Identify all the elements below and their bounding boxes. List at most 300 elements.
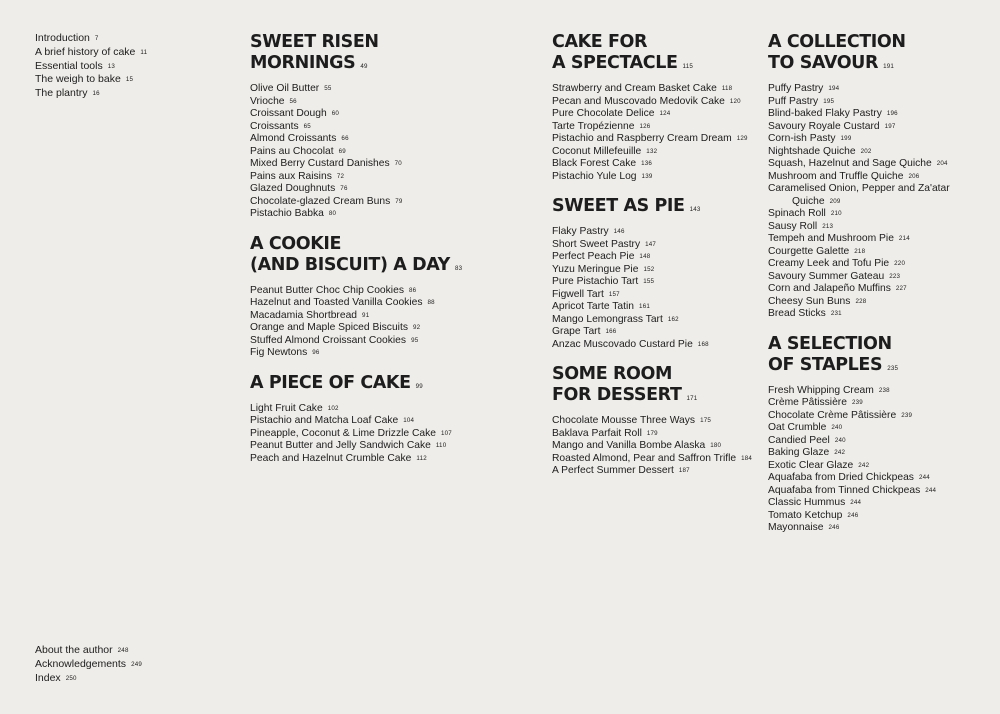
chapter-page-number: 191 — [883, 63, 895, 70]
recipe-entry — [768, 308, 993, 321]
toc-column-1 — [250, 32, 520, 478]
recipe-entry — [768, 472, 993, 485]
recipe-entry — [768, 133, 993, 146]
recipe-entry — [552, 440, 757, 453]
recipe-title: Orange and Maple Spiced Biscuits — [250, 322, 408, 333]
recipe-entry — [250, 146, 520, 159]
recipe-entry — [250, 285, 520, 298]
recipe-entry — [552, 428, 757, 441]
chapter-title-line — [250, 32, 520, 53]
chapter-title-line — [768, 355, 993, 379]
toc-column-2 — [552, 32, 757, 491]
page-number: 240 — [834, 436, 846, 444]
recipe-title: Black Forest Cake — [552, 158, 637, 169]
recipe-entry — [552, 83, 757, 96]
front-matter-item — [35, 60, 225, 74]
recipe-entry — [552, 301, 757, 314]
recipe-title: Baking Glaze — [768, 447, 830, 458]
recipe-title: Oat Crumble — [768, 422, 827, 433]
recipe-entry-continued — [768, 196, 993, 209]
recipe-title: Mayonnaise — [768, 522, 824, 533]
recipe-entry — [768, 271, 993, 284]
page-number: 147 — [645, 240, 657, 248]
recipe-entry — [552, 226, 757, 239]
page-number: 146 — [613, 228, 625, 235]
recipe-title: Crème Pâtissière — [768, 397, 847, 408]
front-matter-list — [35, 32, 225, 101]
chapter-title-line — [768, 32, 993, 53]
page-number: 228 — [855, 297, 867, 305]
recipe-entry — [768, 296, 993, 309]
recipe-title: Pistachio Babka — [250, 208, 324, 219]
page-number: 209 — [829, 197, 841, 205]
recipe-title: Peanut Butter Choc Chip Cookies — [250, 284, 404, 296]
recipe-title: Vrioche — [250, 95, 285, 107]
recipe-entry — [552, 465, 757, 478]
chapter-title-text: SOME ROOM — [552, 364, 672, 384]
page-number: 56 — [289, 97, 297, 105]
page-number: 223 — [889, 272, 901, 280]
recipe-entry — [768, 208, 993, 221]
recipe-title: Perfect Peach Pie — [552, 251, 635, 262]
recipe-title: Nightshade Quiche — [768, 145, 856, 157]
chapter-title-line — [552, 385, 757, 409]
recipe-title: Candied Peel — [768, 434, 830, 446]
entry-title: The plantry — [35, 87, 88, 100]
back-matter-list — [35, 644, 225, 685]
page-number: 70 — [394, 160, 402, 167]
recipe-title: Cheesy Sun Buns — [768, 295, 851, 307]
recipe-title: Baklava Parfait Roll — [552, 427, 642, 439]
chapter-page-number: 83 — [454, 264, 463, 272]
chapter-title-text: TO SAVOUR — [768, 53, 879, 73]
recipe-title: Pure Pistachio Tart — [552, 276, 639, 287]
recipe-entry — [552, 326, 757, 339]
chapter-title-text: (AND BISCUIT) A DAY — [250, 254, 450, 275]
recipe-entry — [552, 251, 757, 264]
recipe-title: Figwell Tart — [552, 288, 604, 300]
page-number: 180 — [710, 442, 722, 449]
recipe-title: Pains aux Raisins — [250, 170, 332, 182]
recipe-title: Bread Sticks — [768, 308, 826, 319]
page-number: 124 — [659, 110, 671, 117]
recipe-entry — [768, 121, 993, 134]
page-number: 66 — [341, 135, 349, 142]
recipe-entry — [768, 283, 993, 296]
recipe-title: Corn-ish Pasty — [768, 133, 836, 144]
chapter-title-line — [250, 53, 520, 77]
chapter-title-line — [768, 53, 993, 77]
recipe-entry — [768, 221, 993, 234]
toc-column-3 — [768, 32, 993, 548]
recipe-entry — [250, 121, 520, 134]
page-number: 148 — [639, 253, 651, 260]
page-number: 126 — [639, 122, 651, 130]
front-matter-item — [35, 46, 225, 60]
recipe-entry — [552, 133, 757, 146]
chapter-title-text: OF STAPLES — [768, 354, 883, 375]
page-number: 15 — [125, 76, 134, 84]
recipe-entry — [250, 453, 520, 466]
page-number: 239 — [901, 411, 913, 419]
page-number: 13 — [107, 62, 115, 70]
page-number: 102 — [327, 404, 339, 412]
recipe-title: Mixed Berry Custard Danishes — [250, 158, 390, 169]
page-number: 250 — [65, 674, 77, 682]
recipe-title: Chocolate Crème Pâtissière — [768, 409, 897, 421]
entry-title: Essential tools — [35, 59, 103, 72]
page-number: 202 — [860, 147, 872, 155]
page-number: 204 — [936, 160, 948, 167]
recipe-entry — [768, 460, 993, 473]
recipe-entry — [552, 146, 757, 159]
page-number: 175 — [700, 417, 712, 424]
chapter-page-number: 171 — [686, 395, 698, 402]
recipe-entry — [768, 522, 993, 535]
recipe-title: Pure Chocolate Delice — [552, 108, 655, 119]
page-number: 227 — [895, 285, 907, 292]
recipe-title: Chocolate-glazed Cream Buns — [250, 195, 391, 207]
recipe-title: Tempeh and Mushroom Pie — [768, 233, 894, 244]
page-number: 104 — [403, 417, 415, 424]
recipe-title: Apricot Tarte Tatin — [552, 301, 635, 312]
recipe-entry — [250, 403, 520, 416]
recipe-entry — [250, 310, 520, 323]
page-number: 80 — [328, 210, 337, 217]
page-number: 91 — [362, 311, 370, 319]
page-number: 129 — [736, 135, 748, 142]
chapter-page-number: 143 — [689, 206, 701, 213]
page-number: 88 — [427, 299, 435, 306]
chapter-title-line — [552, 32, 757, 53]
chapter-section — [768, 32, 993, 321]
recipe-title: Croissants — [250, 120, 299, 132]
page-number: 55 — [324, 85, 332, 92]
front-matter-item — [35, 32, 225, 46]
recipe-entry — [250, 96, 520, 109]
recipe-title: Macadamia Shortbread — [250, 309, 358, 321]
recipe-entry — [552, 264, 757, 277]
chapter-title-line — [250, 255, 520, 279]
entry-title: Index — [35, 671, 61, 684]
back-matter-item — [35, 658, 225, 672]
page-number: 139 — [641, 172, 653, 180]
recipe-title: Light Fruit Cake — [250, 402, 323, 414]
page-number: 218 — [854, 247, 866, 255]
recipe-entry — [768, 108, 993, 121]
recipe-title: A Perfect Summer Dessert — [552, 465, 674, 476]
page-number: 244 — [918, 474, 930, 481]
chapter-title-line — [552, 196, 757, 220]
entry-title: Introduction — [35, 32, 90, 44]
recipe-title: Caramelised Onion, Pepper and Za'atar — [768, 183, 950, 194]
back-matter-item — [35, 672, 225, 686]
chapter-title — [552, 32, 757, 77]
front-matter-item — [35, 73, 225, 87]
page-number: 244 — [850, 499, 862, 506]
page-number: 240 — [831, 424, 843, 431]
chapter-title-text: SWEET AS PIE — [552, 196, 685, 216]
page-number: 132 — [646, 147, 658, 155]
chapter-section — [552, 32, 757, 183]
recipe-entry — [768, 397, 993, 410]
recipe-title: Squash, Hazelnut and Sage Quiche — [768, 158, 932, 169]
recipe-title: Savoury Royale Custard — [768, 120, 880, 132]
page-number: 118 — [721, 85, 733, 92]
chapter-section — [250, 234, 520, 360]
recipe-title: Classic Hummus — [768, 497, 846, 508]
chapter-title-text: A COOKIE — [250, 233, 342, 254]
recipe-entry — [552, 453, 757, 466]
recipe-title: Pains au Chocolat — [250, 145, 334, 157]
page-number: 214 — [898, 235, 910, 242]
recipe-entry — [768, 435, 993, 448]
page-number: 96 — [312, 349, 320, 356]
chapter-title-line — [552, 364, 757, 385]
chapter-title — [768, 32, 993, 77]
chapter-title-text: A PIECE OF CAKE — [250, 372, 411, 393]
recipe-title: Flaky Pastry — [552, 226, 609, 237]
page-number: 179 — [646, 429, 658, 437]
recipe-entry — [250, 196, 520, 209]
entry-title: About the author — [35, 644, 113, 656]
page-number: 72 — [336, 172, 345, 180]
page-number: 162 — [667, 315, 679, 323]
recipe-title: Corn and Jalapeño Muffins — [768, 283, 891, 294]
recipe-title: Mango and Vanilla Bombe Alaska — [552, 440, 706, 451]
chapter-title-line — [250, 373, 520, 397]
recipe-title: Fresh Whipping Cream — [768, 384, 874, 396]
chapter-title-line — [768, 334, 993, 355]
recipe-title: Pistachio Yule Log — [552, 170, 637, 182]
page-number: 242 — [834, 449, 846, 456]
recipe-entry — [768, 233, 993, 246]
chapter-section — [552, 364, 757, 478]
recipe-entry — [250, 297, 520, 310]
page-number: 95 — [411, 336, 419, 344]
page-number: 155 — [643, 278, 655, 285]
recipe-title: Puffy Pastry — [768, 83, 824, 94]
back-matter-item — [35, 644, 225, 658]
chapter-section — [552, 196, 757, 351]
recipe-title: Croissant Dough — [250, 108, 327, 119]
recipe-title: Almond Croissants — [250, 133, 337, 144]
chapter-page-number: 99 — [415, 382, 423, 390]
recipe-title: Creamy Leek and Tofu Pie — [768, 258, 890, 269]
page-number: 136 — [641, 160, 653, 167]
recipe-entry — [768, 258, 993, 271]
page-number: 92 — [412, 324, 421, 331]
page-number: 69 — [338, 147, 346, 155]
page-number: 16 — [92, 90, 100, 98]
page-number: 213 — [822, 222, 834, 230]
recipe-entry — [250, 428, 520, 441]
recipe-title: Aquafaba from Dried Chickpeas — [768, 472, 914, 483]
recipe-entry — [250, 133, 520, 146]
recipe-title: Puff Pastry — [768, 95, 819, 107]
recipe-entry — [768, 422, 993, 435]
recipe-title: Mushroom and Truffle Quiche — [768, 170, 904, 182]
recipe-entry — [552, 276, 757, 289]
page-number: 220 — [894, 260, 906, 267]
chapter-title — [768, 334, 993, 379]
front-matter-item — [35, 87, 225, 101]
page-number: 246 — [847, 511, 859, 519]
chapter-title-text: MORNINGS — [250, 53, 356, 73]
page-number: 86 — [408, 286, 417, 294]
recipe-title: Chocolate Mousse Three Ways — [552, 415, 696, 426]
recipe-title: Yuzu Meringue Pie — [552, 263, 639, 275]
recipe-entry — [768, 171, 993, 184]
recipe-title: Coconut Millefeuille — [552, 145, 642, 157]
recipe-title: Anzac Muscovado Custard Pie — [552, 338, 693, 350]
page-number: 238 — [878, 386, 890, 394]
page-number: 168 — [697, 340, 709, 348]
chapter-title-text: A SELECTION — [768, 333, 892, 354]
page-number: 157 — [608, 290, 620, 298]
recipe-title: Hazelnut and Toasted Vanilla Cookies — [250, 297, 423, 308]
recipe-title: Peanut Butter and Jelly Sandwich Cake — [250, 440, 431, 451]
page-number: 246 — [828, 524, 840, 531]
page-number: 112 — [416, 454, 427, 462]
recipe-entry — [250, 158, 520, 171]
chapter-title — [250, 373, 520, 397]
recipe-entry — [552, 314, 757, 327]
recipe-entry — [250, 208, 520, 221]
page-number: 107 — [441, 429, 452, 437]
recipe-entry — [552, 239, 757, 252]
recipe-entry — [250, 335, 520, 348]
recipe-title-continued: Quiche — [792, 195, 825, 207]
chapter-section — [250, 32, 520, 221]
recipe-entry — [768, 83, 993, 96]
page-number: 231 — [830, 310, 842, 317]
recipe-entry — [768, 447, 993, 460]
entry-title: A brief history of cake — [35, 45, 136, 58]
page-number: 194 — [828, 85, 840, 92]
entry-title: The weigh to bake — [35, 73, 121, 86]
page-number: 76 — [340, 185, 348, 192]
chapter-section — [250, 373, 520, 466]
recipe-entry — [552, 289, 757, 302]
chapter-title-text: A SPECTACLE — [552, 53, 678, 73]
recipe-title: Pistachio and Raspberry Cream Dream — [552, 133, 732, 144]
page-number: 196 — [886, 110, 898, 117]
recipe-title: Pineapple, Coconut & Lime Drizzle Cake — [250, 427, 437, 439]
page-number: 249 — [131, 660, 142, 668]
recipe-entry — [552, 96, 757, 109]
recipe-title: Pistachio and Matcha Loaf Cake — [250, 415, 399, 426]
page-number: 79 — [395, 197, 403, 205]
recipe-entry — [552, 415, 757, 428]
recipe-title: Stuffed Almond Croissant Cookies — [250, 334, 407, 346]
page-number: 152 — [643, 265, 655, 273]
page-number: 166 — [605, 328, 617, 335]
recipe-entry — [768, 96, 993, 109]
page-number: 65 — [303, 122, 311, 130]
recipe-entry — [552, 121, 757, 134]
page-number: 197 — [884, 122, 896, 130]
chapter-section — [768, 334, 993, 535]
page-number: 120 — [729, 97, 741, 105]
page-number: 210 — [830, 210, 842, 217]
recipe-entry — [250, 171, 520, 184]
chapter-page-number: 49 — [360, 63, 368, 70]
page-number: 11 — [140, 48, 148, 56]
chapter-title — [552, 196, 757, 220]
recipe-title: Savoury Summer Gateau — [768, 270, 885, 282]
recipe-entry — [552, 339, 757, 352]
recipe-title: Grape Tart — [552, 326, 601, 337]
recipe-entry — [552, 108, 757, 121]
recipe-entry — [250, 183, 520, 196]
page-number: 110 — [435, 442, 447, 449]
chapter-page-number: 115 — [682, 63, 694, 70]
chapter-title — [250, 32, 520, 77]
recipe-title: Spinach Roll — [768, 208, 826, 219]
entry-title: Acknowledgements — [35, 657, 127, 670]
chapter-title-text: FOR DESSERT — [552, 385, 682, 405]
chapter-title-line — [552, 53, 757, 77]
recipe-title: Peach and Hazelnut Crumble Cake — [250, 452, 412, 464]
recipe-title: Short Sweet Pastry — [552, 238, 641, 250]
recipe-entry — [768, 158, 993, 171]
recipe-title: Olive Oil Butter — [250, 83, 320, 94]
chapter-title-text: CAKE FOR — [552, 32, 648, 52]
page-number: 7 — [94, 35, 99, 42]
chapter-title — [250, 234, 520, 279]
chapter-title-text: SWEET RISEN — [250, 32, 379, 52]
recipe-entry — [768, 510, 993, 523]
recipe-title: Glazed Doughnuts — [250, 183, 336, 194]
page-number: 184 — [741, 454, 753, 462]
recipe-title: Courgette Galette — [768, 245, 850, 257]
recipe-entry — [552, 158, 757, 171]
page-number: 239 — [851, 399, 863, 406]
recipe-title: Blind-baked Flaky Pastry — [768, 108, 882, 119]
page-number: 60 — [331, 110, 339, 117]
page-number: 242 — [858, 461, 870, 469]
recipe-entry — [768, 246, 993, 259]
chapter-title-line — [250, 234, 520, 255]
recipe-title: Sausy Roll — [768, 220, 818, 232]
recipe-title: Fig Newtons — [250, 347, 308, 358]
page-number: 187 — [678, 467, 690, 474]
page-number: 195 — [823, 97, 835, 105]
recipe-entry — [250, 347, 520, 360]
recipe-title: Roasted Almond, Pear and Saffron Trifle — [552, 452, 737, 464]
recipe-entry — [552, 171, 757, 184]
recipe-entry — [250, 322, 520, 335]
page-number: 161 — [639, 303, 650, 310]
recipe-title: Exotic Clear Glaze — [768, 459, 854, 471]
recipe-title: Tarte Tropézienne — [552, 120, 635, 132]
recipe-entry — [250, 415, 520, 428]
recipe-entry — [250, 440, 520, 453]
page-number: 248 — [117, 647, 129, 654]
recipe-title: Pecan and Muscovado Medovik Cake — [552, 95, 725, 107]
recipe-entry — [250, 108, 520, 121]
recipe-entry — [768, 385, 993, 398]
recipe-entry — [768, 410, 993, 423]
page-number: 206 — [908, 172, 920, 180]
recipe-title: Strawberry and Cream Basket Cake — [552, 83, 717, 94]
recipe-title: Mango Lemongrass Tart — [552, 313, 663, 325]
recipe-entry — [250, 83, 520, 96]
recipe-entry — [768, 497, 993, 510]
page-number: 244 — [925, 486, 937, 494]
recipe-title: Aquafaba from Tinned Chickpeas — [768, 484, 921, 496]
